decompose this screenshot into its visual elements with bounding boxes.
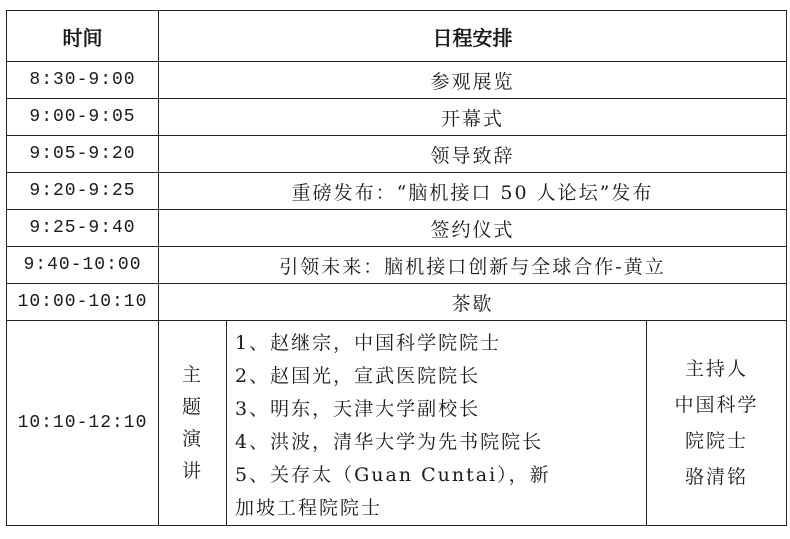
schedule-cell: 签约仪式 bbox=[159, 210, 787, 247]
table-row bbox=[7, 62, 787, 99]
keynote-label-char: 讲 bbox=[181, 460, 203, 482]
schedule-cell: 茶歇 bbox=[159, 284, 787, 321]
header-row bbox=[7, 11, 787, 62]
time-cell: 9:20-9:25 bbox=[7, 173, 159, 210]
keynote-row bbox=[7, 321, 787, 526]
speaker-list bbox=[227, 321, 647, 526]
table-row bbox=[7, 284, 787, 321]
keynote-label-char: 演 bbox=[181, 428, 203, 450]
host-line: 院院士 bbox=[684, 430, 748, 452]
keynote-label bbox=[159, 321, 227, 526]
speaker-item: 3、明东，天津大学副校长 bbox=[235, 398, 481, 420]
speaker-item: 加坡工程院院士 bbox=[235, 497, 383, 519]
host-line: 中国科学 bbox=[674, 394, 759, 416]
schedule-cell: 参观展览 bbox=[159, 62, 787, 99]
keynote-label-char: 题 bbox=[181, 396, 203, 418]
schedule-cell: 重磅发布：“脑机接口 50 人论坛”发布 bbox=[159, 173, 787, 210]
time-column-header: 时间 bbox=[7, 11, 159, 62]
schedule-column-header: 日程安排 bbox=[159, 11, 787, 62]
time-cell: 10:00-10:10 bbox=[7, 284, 159, 321]
schedule-cell: 开幕式 bbox=[159, 99, 787, 136]
schedule-cell: 引领未来：脑机接口创新与全球合作-黄立 bbox=[159, 247, 787, 284]
schedule-table bbox=[6, 10, 787, 526]
host-info bbox=[647, 321, 787, 526]
table-row bbox=[7, 136, 787, 173]
table-row bbox=[7, 247, 787, 284]
speaker-item: 1、赵继宗，中国科学院院士 bbox=[235, 332, 502, 354]
speaker-item: 2、赵国光，宣武医院院长 bbox=[235, 365, 481, 387]
time-cell: 8:30-9:00 bbox=[7, 62, 159, 99]
table-row bbox=[7, 173, 787, 210]
table-row bbox=[7, 210, 787, 247]
table-row bbox=[7, 99, 787, 136]
host-line: 骆清铭 bbox=[684, 466, 748, 488]
time-cell: 10:10-12:10 bbox=[7, 321, 159, 526]
speaker-item: 5、关存太（Guan Cuntai），新 bbox=[235, 464, 551, 486]
time-cell: 9:25-9:40 bbox=[7, 210, 159, 247]
keynote-label-char: 主 bbox=[181, 364, 203, 386]
time-cell: 9:05-9:20 bbox=[7, 136, 159, 173]
time-cell: 9:00-9:05 bbox=[7, 99, 159, 136]
schedule-cell: 领导致辞 bbox=[159, 136, 787, 173]
host-line: 主持人 bbox=[684, 358, 748, 380]
time-cell: 9:40-10:00 bbox=[7, 247, 159, 284]
speaker-item: 4、洪波，清华大学为先书院院长 bbox=[235, 431, 544, 453]
